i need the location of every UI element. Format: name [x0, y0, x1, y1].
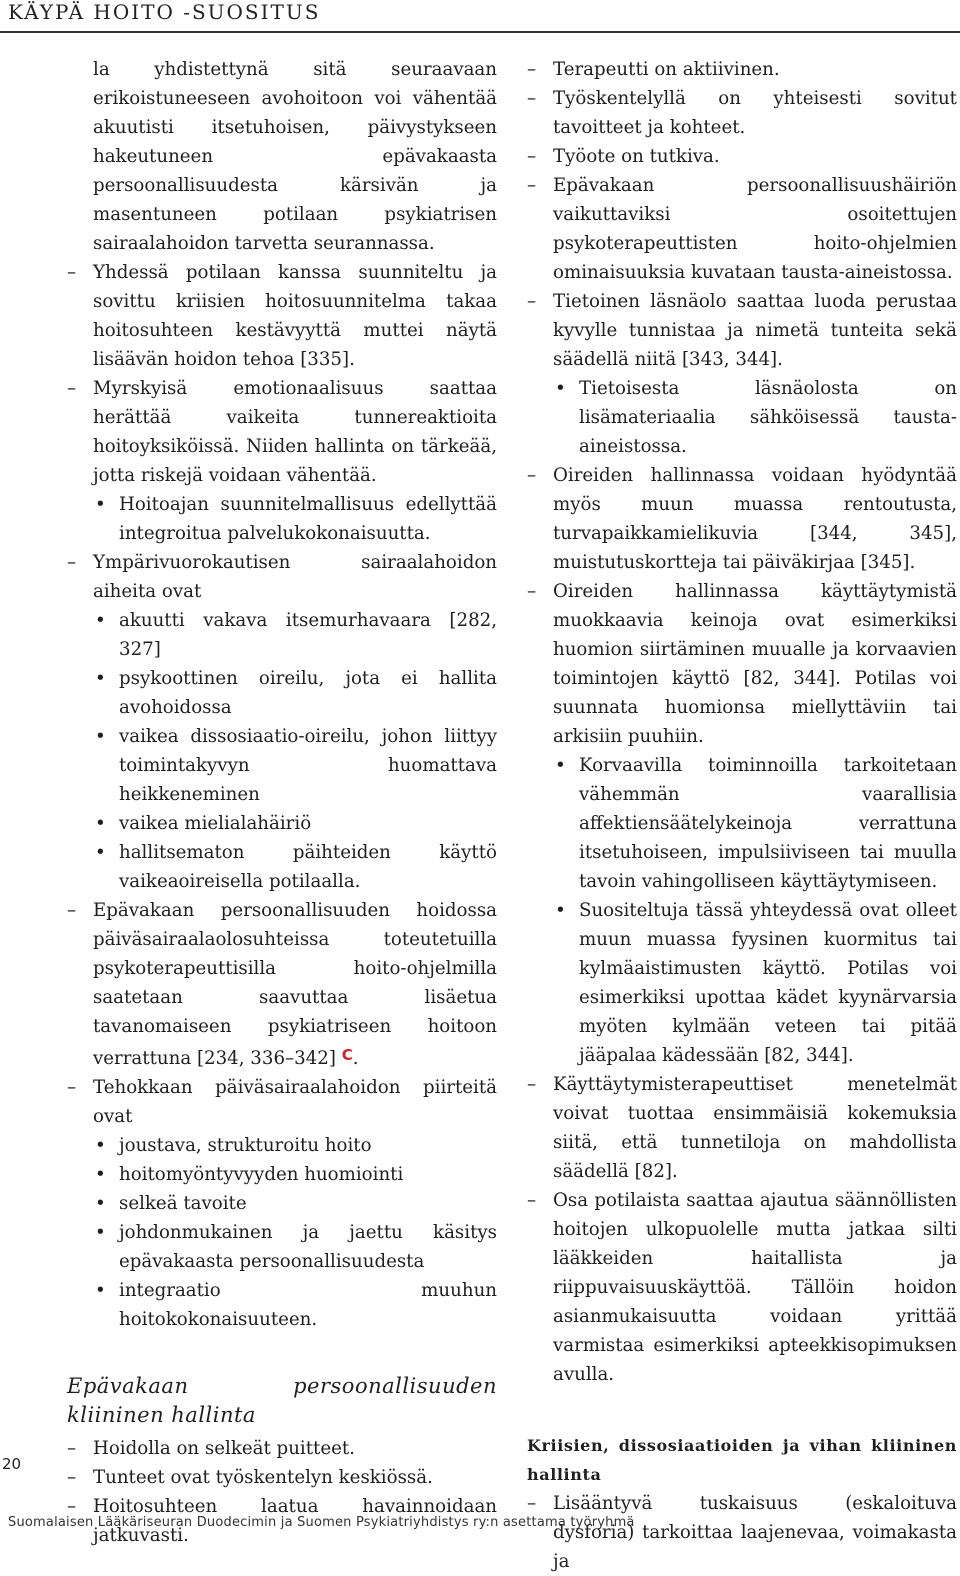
dash-marker: – [67, 1438, 77, 1459]
bullet-marker: • [95, 494, 106, 515]
list-item [67, 1073, 497, 1131]
dash-marker: – [527, 59, 537, 80]
dash-marker: – [67, 1496, 77, 1517]
list-item-text: Epävakaan persoonallisuushäiriön vaikuttaviksi osoitettujen psykoterapeuttisten hoito-ohjelmien ominaisuuksia kuvataan tausta-aineistossa. [553, 175, 957, 283]
sub-list-item-text: joustava, strukturoitu hoito [119, 1135, 372, 1156]
sub-list-item-text: integraatio muuhun hoitokokonaisuuteen. [119, 1280, 497, 1330]
list-item-text: Työote on tutkiva. [553, 146, 720, 167]
list-item [67, 258, 497, 374]
list-item [527, 1489, 957, 1576]
sub-list-item-text: johdonmukainen ja jaettu käsitys epävakaasta persoonallisuudesta [119, 1222, 497, 1272]
left-column [67, 55, 497, 1550]
sub-list-item [67, 664, 497, 722]
list-item-text: Lisääntyvä tuskaisuus (eskaloituva dysforia) tarkoittaa laajenevaa, voimakasta ja [553, 1493, 957, 1572]
list-item [527, 1070, 957, 1186]
bullet-marker: • [95, 1164, 106, 1185]
dash-marker: – [67, 1077, 77, 1098]
bullet-marker: • [95, 1135, 106, 1156]
sub-list-item [67, 1131, 497, 1160]
bullet-marker: • [95, 842, 106, 863]
sub-list-item [67, 809, 497, 838]
bullet-marker: • [95, 610, 106, 631]
dash-marker: – [527, 581, 537, 602]
list-item-text: Epävakaan persoonallisuuden hoidossa päiväsairaalaolosuhteissa toteutetuilla psykoterapeuttisilla hoito-ohjelmilla saatetaan saavuttaa lisäetua tavanomaiseen psykiatriseen hoitoon verrattuna [234, 336–342] [93, 900, 497, 1069]
list-item-text: Myrskyisä emotionaalisuus saattaa herättää vaikeita tunnereaktioita hoitoyksiköissä. Niiden hallinta on tärkeää, jotta riskejä voidaan vähentää. [93, 378, 497, 486]
dash-marker: – [67, 900, 77, 921]
page-footer: Suomalaisen Lääkäriseuran Duodecimin ja Suomen Psykiatriyhdistys ry:n asettama työryhmä [8, 1515, 635, 1530]
sub-list-item-text: akuutti vakava itsemurhavaara [282, 327] [119, 610, 497, 660]
sub-list-item [67, 1160, 497, 1189]
dash-marker: – [527, 1074, 537, 1095]
sub-list-item-text: Suositeltuja tässä yhteydessä ovat olleet muun muassa fyysinen kuormitus tai kylmäaistimusten käyttö. Potilas voi esimerkiksi upottaa kädet kyynärvarsia myöten kylmään veteen tai pitää jääpalaa kädessään [82, 344]. [579, 900, 957, 1066]
bullet-marker: • [95, 668, 106, 689]
right-column [527, 55, 957, 1576]
bullet-marker: • [555, 755, 566, 776]
dash-marker: – [67, 1467, 77, 1488]
sub-list-item [67, 722, 497, 809]
dash-marker: – [527, 175, 537, 196]
dash-marker: – [527, 291, 537, 312]
list-item [67, 1434, 497, 1463]
sub-list-item [527, 374, 957, 461]
list-item-text: Yhdessä potilaan kanssa suunniteltu ja sovittu kriisien hoitosuunnitelma takaa hoitosuhteen kestävyyttä muttei näytä lisäävän hoidon tehoa [335]. [93, 262, 497, 370]
bullet-marker: • [95, 1193, 106, 1214]
dash-marker: – [527, 146, 537, 167]
sub-list-item-text: vaikea dissosiaatio-oireilu, johon liittyy toimintakyvyn huomattava heikkeneminen [119, 726, 497, 805]
sub-list-item [67, 1189, 497, 1218]
evidence-class-badge: C [341, 1046, 353, 1064]
list-item [527, 1186, 957, 1389]
sub-list-item [67, 838, 497, 896]
header-divider [0, 31, 960, 33]
bullet-marker: • [95, 1222, 106, 1243]
list-item-text: Oireiden hallinnassa käyttäytymistä muokkaavia keinoja ovat esimerkiksi huomion siirtäminen muualle ja korvaavien toimintojen käyttö [82, 344]. Potilas voi suunnata huomionsa miellyttäviin tai arkisiin puuhiin. [553, 581, 957, 747]
list-item-text: Oireiden hallinnassa voidaan hyödyntää myös muun muassa rentoutusta, turvapaikkamielikuvia [344, 345], muistutuskortteja tai päiväkirjaa [345]. [553, 465, 957, 573]
dash-marker: – [527, 1493, 537, 1514]
sub-list-item [527, 751, 957, 896]
dash-marker: – [67, 262, 77, 283]
list-item [67, 374, 497, 490]
list-item [527, 577, 957, 751]
sub-list-item-text: Tietoisesta läsnäolosta on lisämateriaalia sähköisessä tausta-aineistossa. [579, 378, 957, 457]
bullet-marker: • [95, 813, 106, 834]
list-item [527, 287, 957, 374]
sub-list-item-text: psykoottinen oireilu, jota ei hallita avohoidossa [119, 668, 497, 718]
section-heading: Kriisien, dissosiaatioiden ja vihan kliininen hallinta [527, 1436, 957, 1484]
list-item-text: Tunteet ovat työskentelyn keskiössä. [93, 1467, 433, 1488]
bullet-marker: • [555, 900, 566, 921]
section-heading: Epävakaan persoonallisuuden kliininen hallinta [67, 1374, 497, 1427]
list-item-text: Käyttäytymisterapeuttiset menetelmät voivat tuottaa ensimmäisiä kokemuksia siitä, että tunnetiloja on mahdollista säädellä [82]. [553, 1074, 957, 1182]
sub-list-item-text: hoitomyöntyvyyden huomiointi [119, 1164, 404, 1185]
list-item-end: . [352, 1048, 359, 1069]
list-item [527, 142, 957, 171]
list-item [527, 171, 957, 287]
bullet-marker: • [95, 1280, 106, 1301]
sub-list-item [67, 490, 497, 548]
dash-marker: – [67, 552, 77, 573]
list-item-text: Tehokkaan päiväsairaalahoidon piirteitä ovat [93, 1077, 497, 1127]
dash-marker: – [67, 378, 77, 399]
sub-list-item-text: Hoitoajan suunnitelmallisuus edellyttää integroitua palvelukokonaisuutta. [119, 494, 497, 544]
sub-list-item [67, 1276, 497, 1334]
dash-marker: – [527, 465, 537, 486]
sub-list-item-text: Korvaavilla toiminnoilla tarkoitetaan vähemmän vaarallisia affektiensäätelykeinoja verrattuna itsetuhoiseen, impulsiiviseen tai muulla tavoin vahingolliseen käyttäytymiseen. [579, 755, 957, 892]
list-item [527, 55, 957, 84]
bullet-marker: • [555, 378, 566, 399]
bullet-marker: • [95, 726, 106, 747]
dash-marker: – [527, 88, 537, 109]
sub-list-item [527, 896, 957, 1070]
list-item-text: Työskentelyllä on yhteisesti sovitut tavoitteet ja kohteet. [553, 88, 957, 138]
sub-list-item-text: vaikea mielialahäiriö [119, 813, 312, 834]
sub-list-item [67, 1218, 497, 1276]
dash-marker: – [527, 1190, 537, 1211]
list-item-text: Hoitosuhteen laatua havainnoidaan jatkuvasti. [93, 1496, 497, 1546]
list-item-text: Tietoinen läsnäolo saattaa luoda perustaa kyvylle tunnistaa ja nimetä tunteita sekä säädellä niitä [343, 344]. [553, 291, 957, 370]
page-number: 20 [2, 1455, 22, 1473]
list-item [67, 1463, 497, 1492]
list-item [527, 84, 957, 142]
sub-list-item-text: hallitsematon päihteiden käyttö vaikeaoireisella potilaalla. [119, 842, 497, 892]
list-item-text: Osa potilaista saattaa ajautua säännöllisten hoitojen ulkopuolelle mutta jatkaa silti lääkkeiden haitallista ja riippuvaisuuskäyttöä. Tällöin hoidon asianmukaisuutta voidaan yrittää varmistaa esimerkiksi apteekkisopimuksen avulla. [553, 1190, 957, 1385]
sub-list-item-text: selkeä tavoite [119, 1193, 247, 1214]
list-item [67, 896, 497, 1073]
list-item [67, 548, 497, 606]
sub-list-item [67, 606, 497, 664]
intro-paragraph: la yhdistettynä sitä seuraavaan erikoistuneeseen avohoitoon voi vähentää akuutisti itsetuhoisen, päivystykseen hakeutuneen epävakaasta persoonallisuudesta kärsivän ja masentuneen potilaan psykiatrisen sairaalahoidon tarvetta seurannassa. [93, 59, 497, 254]
list-item-text: Hoidolla on selkeät puitteet. [93, 1438, 355, 1459]
list-item-text: Ympärivuorokautisen sairaalahoidon aiheita ovat [93, 552, 497, 602]
list-item-text: Terapeutti on aktiivinen. [553, 59, 780, 80]
running-header: KÄYPÄ HOITO -SUOSITUS [8, 0, 321, 24]
list-item [527, 461, 957, 577]
